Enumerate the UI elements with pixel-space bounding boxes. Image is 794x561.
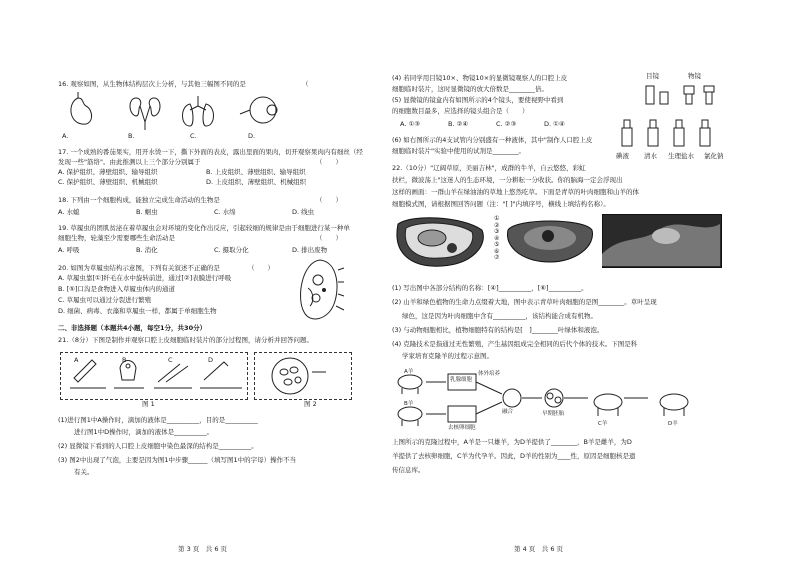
flow-label-enucleated-egg: 去核卵细胞 (448, 425, 476, 431)
flow-label-embryo: 早期胚胎 (542, 411, 565, 417)
q19-stem-1: 19. 草履虫的团肌贫泌在着草履虫会对环境的变化作出反应，引起较细的规律是由于细胞进行某一种单 (58, 224, 350, 232)
q18-option-d[interactable]: D. 线虫 (292, 208, 315, 216)
q21-sub-6-line-1: (6) 如右图所示的4支试管内分别盛有一种液体，其中"制作人口腔上皮 (392, 136, 593, 144)
bottle-label-saline: 生理盐水 (668, 152, 694, 160)
q19-options (58, 246, 370, 255)
q21-sub-4-line-1: (4) 若同学用目镜10×、物镜10×的显微镜观察人的口腔上皮 (392, 74, 568, 82)
q22-sub-5b: 羊提供了去核卵细胞，C羊为代孕羊。因此，D羊的性别为____性，原因是细胞核是遗 (392, 452, 636, 460)
q17-option-b[interactable]: B. 上皮组织、薄壁组织、输导组织 (206, 168, 306, 176)
q20-option-c[interactable]: C. 草履虫可以通过分裂进行繁殖 (58, 296, 152, 304)
q22-sub-1: (1) 写出图中各部分结构的名称：[④]__________，[⑥]__________。 (392, 284, 588, 292)
cell-label-6: ⑥ (494, 247, 500, 255)
cell-label-2: ② (494, 221, 500, 229)
q21-sub-5-option-c[interactable]: C. ②③ (496, 120, 517, 128)
photo-figure-content (602, 214, 720, 266)
lens-figure (642, 82, 742, 108)
bottle-label-water: 清水 (644, 152, 657, 160)
eye-icon (240, 97, 277, 123)
cell-label-3: ③ (494, 228, 500, 235)
q17-option-a[interactable]: A. 保护组织、薄壁组织、输导组织 (58, 168, 158, 176)
q20-option-a[interactable]: A. 草履虫靠[①]纤毛在水中旋转前进，通过[②]表膜进行呼吸 (58, 274, 232, 282)
q21-sub-5-line-1: (5) 显微镜的镜盒内有如图所示的4个镜头，要使视野中看到 (392, 96, 564, 104)
q16-option-b[interactable]: B. (128, 132, 135, 140)
animal-cell-figure (504, 216, 596, 266)
right-page (392, 66, 744, 544)
q16-options (62, 132, 288, 141)
kidney-icon (130, 98, 160, 130)
q21-sub-5-option-b[interactable]: B. ②④ (448, 120, 469, 128)
objective-label: 物镜 (688, 72, 701, 80)
q16-figures (58, 92, 318, 134)
stomach-icon (71, 92, 92, 124)
q17-option-c[interactable]: C. 保护组织、薄壁组织、机械组织 (58, 178, 158, 186)
q21-step-c: C (168, 356, 173, 364)
q17-option-d[interactable]: D. 上皮组织、薄壁组织、机械组织 (206, 178, 307, 186)
q21-stem: 21.（8分）下图是制作并观察口腔上皮细胞临时装片的部分过程图，请分析并回答问题。 (58, 336, 313, 344)
q21-figure-2-caption: 图 2 (304, 400, 317, 408)
q22-sub-4a: (4) 克隆技术是指通过无性繁殖，产生基因组成完全相同的后代个体的技术。下图是科 (392, 340, 638, 348)
q21-sub-5-options (400, 120, 592, 129)
q21-sub-1b: 进行图1中D操作时，滴加的液体是__________。 (74, 428, 214, 436)
left-page-footer: 第 3 页 共 6 页 (178, 545, 228, 553)
q22-sub-2b: 绿色，这是因为叶肉细胞中含有__________，该结构能合成有机物。 (402, 312, 597, 320)
q22-sub-3: (3) 与动物细胞相比，植物细胞特有的结构是[ ]________叶绿体和液泡。 (392, 326, 604, 334)
q16-option-d[interactable]: D. (248, 132, 256, 140)
flow-label-culture: 体外培养 (478, 371, 501, 377)
q21-figure-1-steps (62, 354, 246, 398)
flow-label-sheep-b: B羊 (404, 401, 414, 407)
cell-label-1: ① (494, 215, 500, 222)
q18-option-a[interactable]: A. 水螅 (58, 208, 80, 216)
q19-paren: （ ） (316, 234, 342, 242)
left-page (58, 66, 410, 544)
q18-option-b[interactable]: B. 蛔虫 (136, 208, 158, 216)
paramecium-figure (294, 258, 344, 324)
cloning-flow-diagram (392, 366, 712, 430)
q22-stem-3: 这样的画面：一群山羊在绿油油的草地上悠然吃草。下面是青草的叶肉细胞和山羊的体 (392, 188, 639, 196)
q22-sub-5a: 上图所示的克隆过程中，A羊是一只雄羊，为D羊提供了________，B羊是雌羊，为D (392, 438, 632, 446)
plant-cell-labels (494, 216, 499, 262)
bottle-label-nacl: 氯化钠 (704, 152, 724, 160)
section-2-heading: 二、非选择题（本题共4小题，每空1分，共30分） (58, 324, 207, 332)
q19-option-c[interactable]: C. 摄取分化 (214, 246, 249, 254)
q21-step-b: B (122, 356, 127, 364)
q20-option-d[interactable]: D. 细菌、病毒、衣藻和草履虫一样，都属于单细胞生物 (58, 307, 217, 315)
q16-paren: （ (302, 80, 309, 88)
eyepiece-label: 目镜 (646, 72, 659, 80)
right-page-footer: 第 4 页 共 6 页 (514, 545, 564, 553)
q22-sub-5c: 传信息库。 (392, 466, 425, 474)
cell-label-5: ⑤ (494, 241, 500, 248)
flow-label-mammary-cell: 乳腺细胞 (450, 377, 473, 383)
q21-figure-2-view (268, 354, 338, 398)
q17-stem-1: 17. 一个成熟的番茄果实，用开水烫一下，撕下外面的表皮，露出里面的果肉，切开观察果肉内有细丝（经 (58, 148, 363, 156)
bottle-label-iodine: 碘液 (616, 152, 629, 160)
q16-stem: 16. 观察如图，从生物体结构层次上分析，与其他三幅图不同的是 (58, 80, 246, 88)
q20-paren: （ ） (248, 264, 274, 272)
q17-paren: （ ） (316, 158, 342, 166)
flow-label-sheep-c: C羊 (598, 421, 608, 427)
q16-option-a[interactable]: A. (62, 132, 69, 140)
plant-cell-figure (392, 214, 492, 270)
q19-option-a[interactable]: A. 呼吸 (58, 246, 80, 254)
q20-stem: 20. 如图为草履虫结构示意图，下列有关叙述不正确的是 (58, 264, 220, 272)
q18-option-c[interactable]: C. 水绵 (214, 208, 236, 216)
q21-sub-6-line-2: 细胞临时装片"实验中使用的试剂是________。 (392, 147, 525, 155)
bottles-figure (614, 114, 724, 152)
q21-sub-3b: 有关。 (74, 468, 94, 476)
cell-label-4: ④ (494, 234, 500, 242)
q22-stem-2: 扶栏，微波荡上"这迷人的生态环境，一分耕耘一分收获。你的脑海一定会浮现出 (392, 176, 623, 184)
q21-sub-2: (2) 显微镜下看到的人口腔上皮细胞中染色最深的结构是__________。 (58, 442, 258, 450)
q22-stem-1: 22.（10分）"辽阔草原，美丽吉林"，成群的牛羊，自云悠悠，彩虹 (392, 164, 586, 172)
q21-sub-4-line-2: 细胞临时装片，这时显微镜的放大倍数是________倍。 (392, 85, 548, 93)
q22-sub-2a: (2) 山羊和绿色植物的生命力点缀着大地，图中表示青草叶肉细胞的是图________。草叶呈现 (392, 298, 657, 306)
q17-stem-2: 发现一些"筋络"。由此推测以上三个部分分别属于 (58, 158, 201, 166)
q19-stem-2: 细胞生物，轮藻至少需要哪些生命活动是 (58, 234, 175, 242)
q22-sub-4b: 学家培育克隆羊的过程示意图。 (402, 352, 493, 360)
cell-label-7: ⑦ (494, 254, 500, 261)
q21-sub-5-option-a[interactable]: A. ①③ (400, 120, 421, 128)
q21-sub-5-line-2: 的细胞数目最多，应选择的镜头组合是（ ） (392, 107, 529, 115)
q21-sub-5-option-d[interactable]: D. ①④ (544, 120, 565, 128)
q19-option-d[interactable]: D. 排出废物 (292, 246, 328, 254)
q19-option-b[interactable]: B. 消化 (136, 246, 158, 254)
q18-options (58, 208, 370, 217)
q21-sub-3: (3) 图2中出现了气泡，主要是因为图1中步骤______（填写图1中的字母）操作不当 (58, 456, 297, 464)
q21-step-a: A (74, 356, 79, 364)
q20-option-b[interactable]: B. [⑤]口沟是食物进入草履虫体内的通道 (58, 285, 175, 293)
flow-label-fusion: 融合 (502, 409, 514, 415)
q21-step-d: D (208, 356, 214, 364)
flow-label-sheep-d: D羊 (668, 421, 678, 427)
q16-option-c[interactable]: C. (190, 132, 197, 140)
q21-figure-1-caption: 图 1 (142, 400, 155, 408)
flow-label-sheep-a: A羊 (404, 369, 414, 375)
q18-stem: 18. 下列由一个细胞构成，能独立完成生命活动的生物是 (58, 196, 220, 204)
q18-paren: （ ） (316, 196, 342, 204)
q22-stem-4: 细胞模式图，请根据图回答问题（注："[ ]"内填序号，横线上填结构名称）。 (392, 200, 610, 208)
lungs-icon (183, 96, 214, 126)
q21-sub-1a: (1)进行图1中A操作时，滴加的液体是__________，目的是__________ (58, 416, 258, 424)
